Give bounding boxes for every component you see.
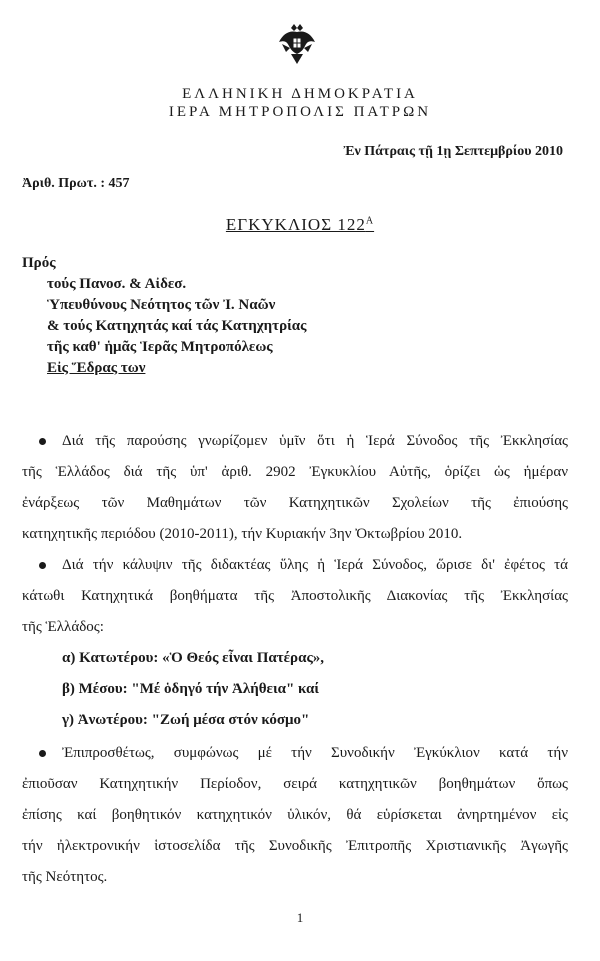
header-line-republic: ΕΛΛΗΝΙΚΗ ΔΗΜΟΚΡΑΤΙΑ [182, 86, 418, 102]
recipient-line: & τούς Κατηχητάς καί τάς Κατηχητρίας [47, 318, 307, 334]
paragraph-line: τῆς Νεότητος. [22, 869, 108, 885]
bullet-icon [39, 562, 46, 569]
double-headed-eagle-icon [277, 22, 317, 66]
dateline: Ἐν Πάτραις τῇ 1ῃ Σεπτεμβρίου 2010 [343, 144, 563, 159]
paragraph-line: Ἐπιπροσθέτως, συμφώνως μέ τήν Συνοδικήν Ἐγκύκλιον κατά τήν [22, 738, 568, 769]
materials-list [62, 643, 324, 736]
list-item: γ) Ἀνωτέρου: "Ζωή μέσα στόν κόσμο" [62, 712, 310, 728]
recipients-block [22, 253, 306, 379]
paragraph-line: κάτωθι Κατηχητικά βοηθήματα τῆς Ἀποστολικῆς Διακονίας τῆς Ἐκκλησίας [22, 588, 568, 604]
bullet-icon [39, 750, 46, 757]
list-item: β) Μέσου: "Μέ ὁδηγό τήν Ἀλήθεια" καί [62, 681, 319, 697]
paragraph-line: κατηχητικῆς περιόδου (2010-2011), τήν Κυριακήν 3ην Ὀκτωβρίου 2010. [22, 526, 463, 542]
header-line-metropolis: ΙΕΡΑ ΜΗΤΡΟΠΟΛΙΣ ΠΑΤΡΩΝ [168, 104, 432, 120]
paragraph-line: τῆς Ἑλλάδος διά τῆς ὑπ' ἀριθ. 2902 Ἐγκυκλίου Αὐτῆς, ὁρίζει ὡς ἡμέραν [22, 464, 568, 480]
paragraph-line: Διά τῆς παρούσης γνωρίζομεν ὑμῖν ὅτι ἡ Ἱερά Σύνοδος τῆς Ἐκκλησίας [22, 426, 568, 457]
bullet-icon [39, 438, 46, 445]
paragraph-line: τήν ἠλεκτρονικήν ἱστοσελίδα τῆς Συνοδικῆς Ἐπιτροπῆς Χριστιανικῆς Ἀγωγῆς [22, 838, 568, 854]
paragraph-line: Διά τήν κάλυψιν τῆς διδακτέας ὕλης ἡ Ἱερά Σύνοδος, ὥρισε δι' ἐφέτος τά [22, 550, 568, 581]
page-number: 1 [296, 910, 304, 925]
encyclical-title-superscript: Α [365, 215, 375, 227]
paragraph-line: ἐπιοῦσαν Κατηχητικήν Περίοδον, σειρά κατηχητικῶν βοηθημάτων ὅπως [22, 776, 568, 792]
encyclical-title [0, 215, 600, 235]
paragraph-line: ἐπίσης καί βοηθητικόν κατηχητικόν ὑλικόν, θά εὑρίσκεται ἀνηρτημένον εἰς [22, 807, 568, 823]
protocol-number: Ἀριθ. Πρωτ. : 457 [22, 176, 130, 191]
bullet-paragraph-materials [22, 550, 568, 643]
paragraph-line: ἐνάρξεως τῶν Μαθημάτων τῶν Κατηχητικῶν Σχολείων τῆς ἐπιούσης [22, 495, 568, 511]
recipient-line: τῆς καθ' ἡμᾶς Ἱερᾶς Μητροπόλεως [47, 339, 273, 355]
recipients-closing: Εἰς Ἕδρας των [47, 360, 146, 376]
list-item: α) Κατωτέρου: «Ὁ Θεός εἶναι Πατέρας», [62, 650, 325, 666]
bullet-paragraph-start-date [22, 426, 568, 550]
recipients-to: Πρός [22, 255, 56, 271]
recipient-line: τούς Πανοσ. & Αἰδεσ. [47, 276, 187, 292]
bullet-paragraph-additional [22, 738, 568, 893]
encyclical-title-text: ΕΓΚΥΚΛΙΟΣ 122 [225, 215, 366, 234]
recipient-line: Ὑπευθύνους Νεότητος τῶν Ἰ. Ναῶν [47, 297, 276, 313]
paragraph-line: τῆς Ἑλλάδος: [22, 619, 104, 635]
